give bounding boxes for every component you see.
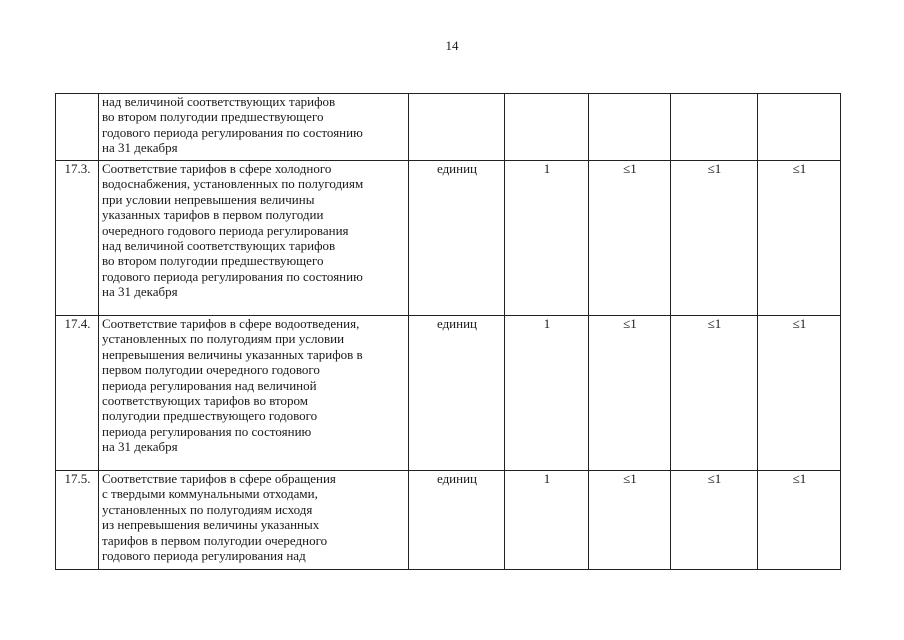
base-value-cell: 1 bbox=[505, 161, 589, 316]
table-row bbox=[56, 94, 841, 161]
unit-cell: единиц bbox=[409, 161, 505, 316]
table-row bbox=[56, 471, 841, 570]
value-cell-2: ≤1 bbox=[671, 471, 758, 570]
value-cell-1: ≤1 bbox=[589, 316, 671, 471]
table-row bbox=[56, 316, 841, 471]
value-cell-2 bbox=[671, 94, 758, 161]
value-cell-3: ≤1 bbox=[758, 161, 841, 316]
unit-cell bbox=[409, 94, 505, 161]
value-cell-3: ≤1 bbox=[758, 316, 841, 471]
row-number: 17.5. bbox=[56, 471, 99, 570]
indicator-description: Соответствие тарифов в сфере водоотведения, установленных по полугодиям при условии непревышения величины указанных тарифов в первом полугодии очередного годового периода регулирования над величиной соответствующих тарифов во втором полугодии предшествующего годового периода регулирования по состоянию на 31 декабря bbox=[99, 316, 409, 471]
unit-cell: единиц bbox=[409, 471, 505, 570]
base-value-cell: 1 bbox=[505, 316, 589, 471]
value-cell-3 bbox=[758, 94, 841, 161]
indicator-description: Соответствие тарифов в сфере обращения с твердыми коммунальными отходами, установленных по полугодиям исходя из непревышения величины указанных тарифов в первом полугодии очередного годового периода регулирования над bbox=[99, 471, 409, 570]
row-number bbox=[56, 94, 99, 161]
base-value-cell bbox=[505, 94, 589, 161]
row-number: 17.4. bbox=[56, 316, 99, 471]
page-number: 14 bbox=[445, 38, 459, 53]
value-cell-2: ≤1 bbox=[671, 316, 758, 471]
value-cell-3: ≤1 bbox=[758, 471, 841, 570]
base-value-cell: 1 bbox=[505, 471, 589, 570]
value-cell-2: ≤1 bbox=[671, 161, 758, 316]
row-number: 17.3. bbox=[56, 161, 99, 316]
indicator-description: над величиной соответствующих тарифов во втором полугодии предшествующего годового периода регулирования по состоянию на 31 декабря bbox=[99, 94, 409, 161]
value-cell-1: ≤1 bbox=[589, 161, 671, 316]
value-cell-1: ≤1 bbox=[589, 471, 671, 570]
unit-cell: единиц bbox=[409, 316, 505, 471]
indicators-table bbox=[55, 93, 841, 570]
value-cell-1 bbox=[589, 94, 671, 161]
indicator-description: Соответствие тарифов в сфере холодного водоснабжения, установленных по полугодиям при условии непревышения величины указанных тарифов в первом полугодии очередного годового периода регулирования над величиной соответствующих тарифов во втором полугодии предшествующего годового периода регулирования по состоянию на 31 декабря bbox=[99, 161, 409, 316]
table-row bbox=[56, 161, 841, 316]
